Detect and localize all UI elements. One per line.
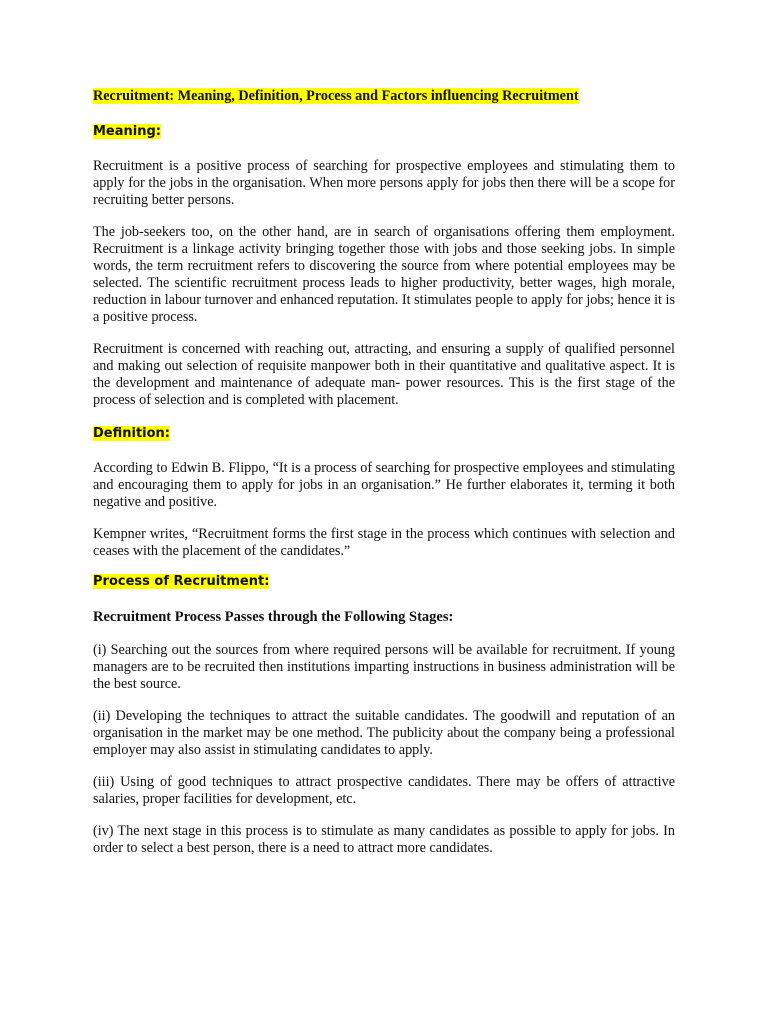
meaning-paragraph-2: The job-seekers too, on the other hand, are in search of organisations offering them employment. Recruitment is a linkage activity bringing together those with jobs and those seeking jobs. In simple words, the term recruitment refers to discovering the source from where potential employees may be selected. The scientific recruitment process leads to higher productivity, better wages, high morale, reduction in labour turnover and enhanced reputation. It stimulates people to apply for jobs; hence it is a positive process. bbox=[93, 224, 675, 325]
process-stage-1: (i) Searching out the sources from where required persons will be available for recruitment. If young managers are to be recruited then institutions imparting instructions in business administration will be the best source. bbox=[93, 642, 675, 692]
document-title bbox=[93, 86, 675, 106]
definition-heading bbox=[93, 424, 675, 444]
process-heading bbox=[93, 572, 675, 592]
definition-paragraph-1: According to Edwin B. Flippo, “It is a process of searching for prospective employees and stimulating and encouraging them to apply for jobs in an organisation.” He further elaborates it, terming it both negative and positive. bbox=[93, 460, 675, 510]
definition-paragraph-2: Kempner writes, “Recruitment forms the first stage in the process which continues with selection and ceases with the placement of the candidates.” bbox=[93, 526, 675, 559]
process-subheading: Recruitment Process Passes through the Following Stages: bbox=[93, 609, 454, 625]
document-page bbox=[93, 86, 675, 857]
process-stage-3: (iii) Using of good techniques to attract prospective candidates. There may be offers of attractive salaries, proper facilities for development, etc. bbox=[93, 774, 675, 807]
definition-heading-text: Definition: bbox=[93, 426, 171, 441]
process-heading-text: Process of Recruitment: bbox=[93, 574, 270, 589]
process-stage-4: (iv) The next stage in this process is to stimulate as many candidates as possible to apply for jobs. In order to select a best person, there is a need to attract more candidates. bbox=[93, 823, 675, 856]
document-title-text: Recruitment: Meaning, Definition, Process and Factors influencing Recruitment bbox=[93, 88, 579, 104]
meaning-paragraph-1: Recruitment is a positive process of searching for prospective employees and stimulating them to apply for the jobs in the organisation. When more persons apply for jobs then there will be a scope for recruiting better persons. bbox=[93, 158, 675, 208]
process-stage-2: (ii) Developing the techniques to attract the suitable candidates. The goodwill and reputation of an organisation in the market may be one method. The publicity about the company being a professional employer may also assist in stimulating candidates to apply. bbox=[93, 708, 675, 758]
meaning-heading bbox=[93, 122, 675, 142]
meaning-paragraph-3: Recruitment is concerned with reaching out, attracting, and ensuring a supply of qualified personnel and making out selection of requisite manpower both in their quantitative and qualitative aspect. It is the development and maintenance of adequate man- power resources. This is the first stage of the process of selection and is completed with placement. bbox=[93, 341, 675, 408]
meaning-heading-text: Meaning: bbox=[93, 124, 161, 139]
